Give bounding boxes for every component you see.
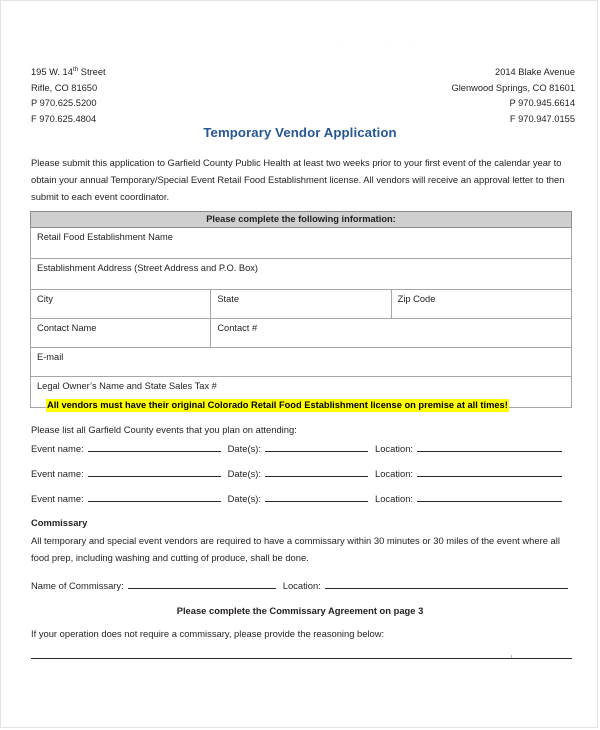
right-city-state-zip: Glenwood Springs, CO 81601 <box>451 82 575 93</box>
event-name-input-2[interactable] <box>88 467 221 477</box>
event-location-input-2[interactable] <box>417 467 562 477</box>
commissary-location-input[interactable] <box>325 579 568 589</box>
field-city[interactable]: City <box>31 290 211 319</box>
page-sheet <box>1 1 599 729</box>
event-entry-row-3 <box>31 492 576 517</box>
field-establishment-address[interactable]: Establishment Address (Street Address and P.O. Box) <box>31 259 572 290</box>
event-name-input-3[interactable] <box>88 492 221 502</box>
field-zip-code[interactable]: Zip Code <box>391 290 571 319</box>
left-city-state-zip: Rifle, CO 81650 <box>31 82 98 93</box>
table-header-cell: Please complete the following information: <box>31 212 572 228</box>
table-row <box>31 290 572 319</box>
table-row <box>31 228 572 259</box>
events-lead-text: Please list all Garfield County events that you plan on attending: <box>31 424 297 435</box>
establishment-info-table <box>30 211 572 408</box>
event-dates-label-3: Date(s): <box>227 493 261 504</box>
event-name-input-1[interactable] <box>88 442 221 452</box>
left-street-prefix: 195 W. 14 <box>31 67 73 77</box>
field-state[interactable]: State <box>211 290 391 319</box>
left-fax: F 970.625.4804 <box>31 113 97 124</box>
event-dates-input-1[interactable] <box>265 442 368 452</box>
commissary-entry-row <box>31 579 576 591</box>
event-location-label-3: Location: <box>374 493 414 504</box>
commissary-heading: Commissary <box>31 517 88 528</box>
right-street: 2014 Blake Avenue <box>495 67 575 77</box>
event-location-label-1: Location: <box>374 443 414 454</box>
table-row <box>31 348 572 377</box>
event-location-input-3[interactable] <box>417 492 562 502</box>
field-establishment-name[interactable]: Retail Food Establishment Name <box>31 228 572 259</box>
right-phone: P 970.945.6614 <box>509 98 575 109</box>
page-title: Temporary Vendor Application <box>203 125 397 140</box>
license-notice-highlight: All vendors must have their original Colorado Retail Food Establishment license on premise at all times! <box>47 400 508 410</box>
left-street-suffix: Street <box>78 67 106 77</box>
license-notice-container <box>31 398 573 412</box>
field-contact-name[interactable]: Contact Name <box>31 319 211 348</box>
event-dates-label-2: Date(s): <box>227 468 261 479</box>
event-entry-row-2 <box>31 467 576 492</box>
event-location-input-1[interactable] <box>417 442 562 452</box>
event-dates-input-2[interactable] <box>265 467 368 477</box>
event-name-label-2: Event name: <box>31 468 84 479</box>
commissary-reasoning-lead: If your operation does not require a commissary, please provide the reasoning below: <box>31 628 385 639</box>
event-location-label-2: Location: <box>374 468 414 479</box>
table-row <box>31 259 572 290</box>
letterhead-left-address <box>31 65 106 127</box>
event-name-label-3: Event name: <box>31 493 84 504</box>
table-row <box>31 319 572 348</box>
left-phone: P 970.625.5200 <box>31 98 97 109</box>
letterhead-right-address <box>451 65 575 127</box>
event-entry-list <box>31 442 576 517</box>
left-street-ordinal: th <box>72 65 79 73</box>
commissary-name-input[interactable] <box>128 579 276 589</box>
event-name-label-1: Event name: <box>31 443 84 454</box>
commissary-paragraph: All temporary and special event vendors are required to have a commissary within 30 minutes or 30 miles of the event where all food prep, including washing and cutting of produce, shall be done. <box>31 535 560 563</box>
commissary-location-label: Location: <box>282 580 321 591</box>
intro-paragraph: Please submit this application to Garfield County Public Health at least two weeks prior to your first event of the calendar year to obtain your annual Temporary/Special Event Retail Food Establishment license. All vendors will receive an approval letter to then submit to each event coordinator. <box>31 157 565 203</box>
event-dates-input-3[interactable] <box>265 492 368 502</box>
commissary-name-label: Name of Commissary: <box>31 580 124 591</box>
event-dates-label-1: Date(s): <box>227 443 261 454</box>
right-fax: F 970.947.0155 <box>509 113 575 124</box>
field-legal-owner-name-tax[interactable]: Legal Owner’s Name and State Sales Tax # <box>31 377 572 408</box>
commissary-agreement-notice: Please complete the Commissary Agreement on page 3 <box>176 605 424 616</box>
event-entry-row-1 <box>31 442 576 467</box>
field-contact-number[interactable]: Contact # <box>211 319 572 348</box>
left-street-line <box>31 65 106 81</box>
field-email[interactable]: E-mail <box>31 348 572 377</box>
commissary-reasoning-input[interactable] <box>31 658 572 659</box>
table-header-row <box>31 212 572 228</box>
faint-watermark: Garfield County Public Health <box>321 43 433 52</box>
letterhead <box>31 65 575 127</box>
